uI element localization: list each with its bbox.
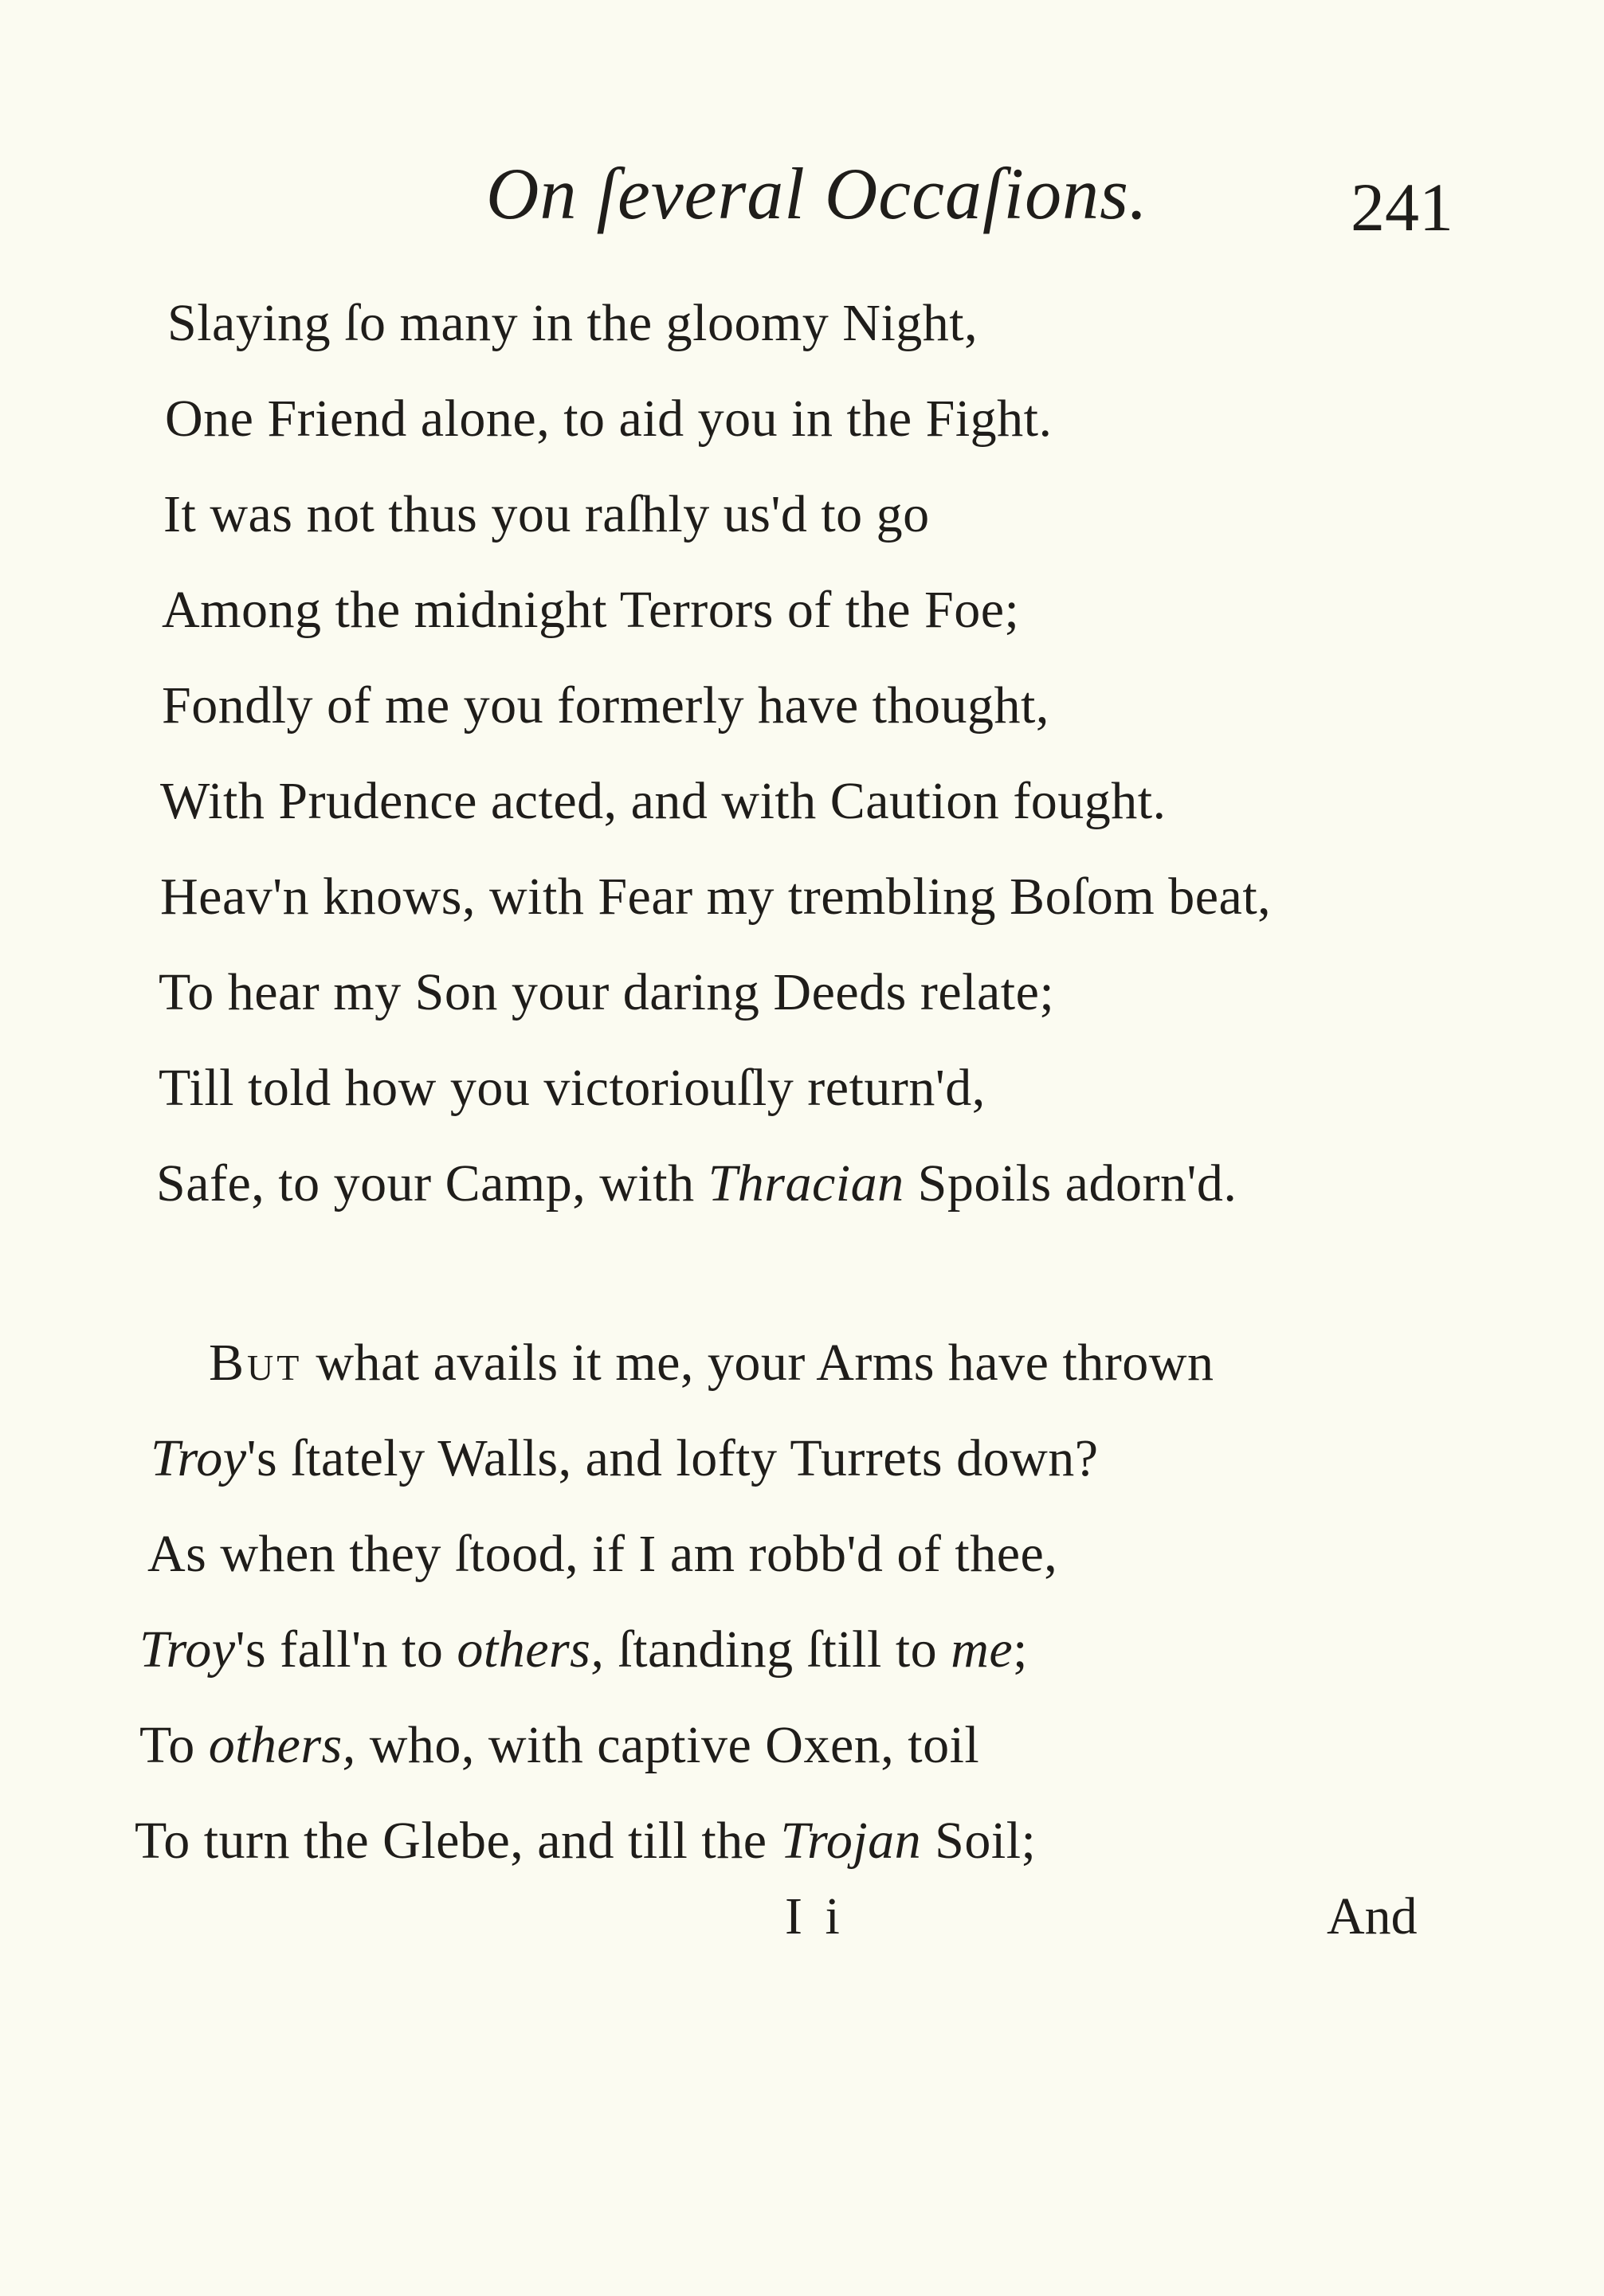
verse-line <box>151 1428 1099 1489</box>
verse-italic: me <box>951 1620 1014 1679</box>
verse-line: Slaying ſo many in the gloomy Night, <box>167 294 978 352</box>
verse-text: To turn the Glebe, and till the <box>135 1812 781 1870</box>
verse-line: To hear my Son your daring Deeds relate; <box>159 963 1055 1021</box>
verse-text: Spoils adorn'd. <box>904 1154 1237 1213</box>
verse-line: As when they ſtood, if I am robb'd of thee, <box>147 1525 1058 1583</box>
verse-line <box>156 1154 1237 1214</box>
verse-text: Safe, to your Camp, with <box>156 1154 708 1213</box>
verse-italic: Troy <box>139 1620 236 1679</box>
verse-line: Among the midnight Terrors of the Foe; <box>162 581 1020 639</box>
running-title: On ſeveral Occaſions. <box>486 153 1148 234</box>
verse-line: Fondly of me you formerly have thought, <box>162 676 1049 735</box>
verse-text: 's ſtately Walls, and lofty Turrets down? <box>246 1429 1099 1487</box>
verse-line <box>139 1620 1028 1680</box>
verse-text: Soil; <box>921 1812 1037 1870</box>
verse-text: 's fall'n to <box>235 1620 457 1679</box>
verse-line <box>135 1811 1036 1871</box>
signature-mark: I i <box>785 1887 845 1945</box>
verse-line: Heav'n knows, with Fear my trembling Boſom beat, <box>160 868 1272 926</box>
verse-line <box>139 1715 979 1776</box>
verse-italic: others, <box>208 1716 356 1774</box>
verse-text: To <box>139 1716 209 1774</box>
verse-text: what avails it me, your Arms have thrown <box>302 1334 1214 1392</box>
verse-smallcaps: But <box>209 1334 303 1392</box>
verse-line <box>209 1333 1214 1393</box>
page-number: 241 <box>1351 169 1453 245</box>
verse-text: ; <box>1013 1620 1028 1679</box>
verse-text: who, with captive Oxen, toil <box>355 1716 980 1774</box>
catchword: And <box>1327 1887 1418 1945</box>
verse-text: ſtanding ſtill to <box>604 1620 951 1679</box>
verse-line: One Friend alone, to aid you in the Fight. <box>165 390 1053 448</box>
verse-line: Till told how you victoriouſly return'd, <box>159 1059 986 1117</box>
verse-italic: Thracian <box>708 1154 904 1213</box>
verse-line: With Prudence acted, and with Caution fought. <box>160 772 1167 830</box>
verse-line: It was not thus you raſhly us'd to go <box>163 485 930 543</box>
verse-italic: others, <box>457 1620 605 1679</box>
verse-italic: Troy <box>151 1429 247 1487</box>
verse-italic: Trojan <box>780 1812 922 1870</box>
